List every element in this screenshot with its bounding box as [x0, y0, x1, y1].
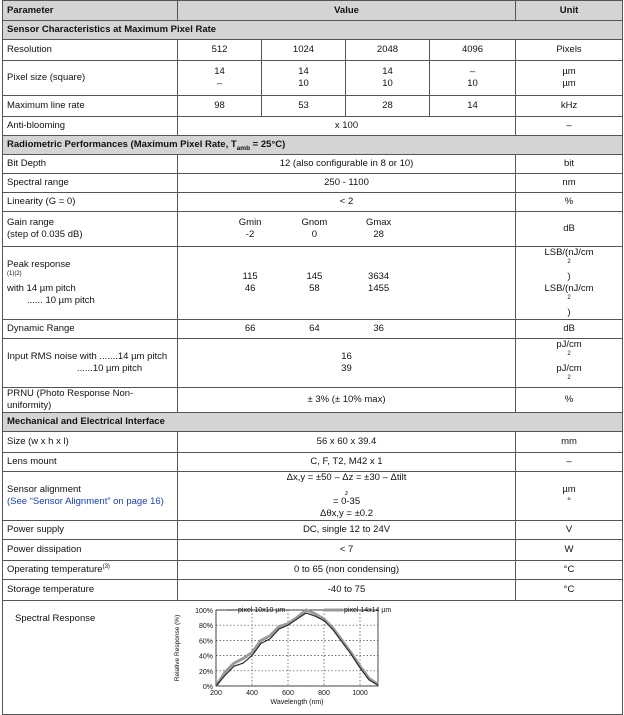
- pixel-size-value: 14 10: [262, 61, 346, 96]
- peak-response-unit: LSB/(nJ/cm $^2$ ) LSB/(nJ/cm $^2$ ): [516, 247, 623, 320]
- operating-temp-unit: °C: [516, 561, 623, 580]
- y-tick-label: 0%: [202, 684, 213, 691]
- pixel-size-value: 14 10: [346, 61, 430, 96]
- storage-temp-unit: °C: [516, 580, 623, 601]
- resolution-label: Resolution: [3, 40, 178, 61]
- power-dissipation-unit: W: [516, 540, 623, 561]
- sensor-alignment-value: Δx,y = ±50 – Δz = ±30 – Δtilt $_z$ = 0-35 Δθx,y = ±0.2: [178, 472, 516, 521]
- bit-depth-value: 12 (also configurable in 8 or 10): [178, 155, 516, 174]
- line-rate-label: Maximum line rate: [3, 96, 178, 117]
- line-rate-value: 53: [262, 96, 346, 117]
- power-supply-label: Power supply: [3, 521, 178, 540]
- spec-table: [2, 0, 623, 715]
- spectral-response-chart: [168, 604, 398, 712]
- noise-label: Input RMS noise with .......14 µm pitch ......10 µm pitch: [3, 339, 178, 388]
- legend-label: pixel 14x14 µm: [344, 607, 392, 614]
- pixel-size-value: – 10: [430, 61, 516, 96]
- x-tick-label: 600: [282, 690, 294, 697]
- prnu-label: PRNU (Photo Response Non-uniformity): [3, 388, 178, 413]
- operating-temp-value: 0 to 65 (non condensing): [178, 561, 516, 580]
- lens-mount-value: C, F, T2, M42 x 1: [178, 453, 516, 472]
- operating-temp-label: Operating temperature$^{(3)}$: [3, 561, 178, 580]
- y-tick-label: 40%: [198, 653, 213, 661]
- storage-temp-value: -40 to 75: [178, 580, 516, 601]
- gain-range-label: Gain range (step of 0.035 dB): [3, 212, 178, 247]
- spectral-response-cell: [3, 601, 623, 715]
- spectral-range-unit: nm: [516, 174, 623, 193]
- resolution-value: 512: [178, 40, 262, 61]
- section-radiometric: Radiometric Performances (Maximum Pixel Rate, $T_{amb} = 25^\circ C$): [3, 136, 623, 155]
- power-dissipation-label: Power dissipation: [3, 540, 178, 561]
- y-tick-label: 60%: [198, 638, 213, 646]
- spectral-response-label: Spectral Response: [15, 613, 96, 624]
- noise-value: 16 39: [178, 339, 516, 388]
- sensor-alignment-unit: µm °: [516, 472, 623, 521]
- series-line: [216, 610, 378, 686]
- size-unit: mm: [516, 432, 623, 453]
- gain-range-unit: dB: [516, 212, 623, 247]
- anti-blooming-label: Anti-blooming: [3, 117, 178, 136]
- bit-depth-label: Bit Depth: [3, 155, 178, 174]
- resolution-value: 2048: [346, 40, 430, 61]
- power-supply-value: DC, single 12 to 24V: [178, 521, 516, 540]
- x-tick-label: 800: [318, 690, 330, 697]
- spectral-range-value: 250 - 1100: [178, 174, 516, 193]
- y-axis-label: Relative Response (%): [174, 614, 181, 682]
- header-unit: Unit: [516, 1, 623, 21]
- resolution-value: 4096: [430, 40, 516, 61]
- series-line: [216, 613, 378, 686]
- linearity-value: < 2: [178, 193, 516, 212]
- size-label: Size (w x h x l): [3, 432, 178, 453]
- line-rate-value: 98: [178, 96, 262, 117]
- resolution-unit: Pixels: [516, 40, 623, 61]
- peak-response-value: 115 145 3634 46 58 1455: [178, 247, 516, 320]
- line-rate-value: 28: [346, 96, 430, 117]
- x-axis-label: Wavelength (nm): [270, 699, 324, 706]
- spectral-range-label: Spectral range: [3, 174, 178, 193]
- legend-label: pixel 10x10 µm: [238, 607, 286, 614]
- y-tick-label: 20%: [198, 668, 213, 676]
- section-sensor: Sensor Characteristics at Maximum Pixel Rate: [3, 21, 623, 40]
- linearity-label: Linearity (G = 0): [3, 193, 178, 212]
- pixel-size-label: Pixel size (square): [3, 61, 178, 96]
- x-tick-label: 1000: [352, 690, 368, 697]
- power-supply-unit: V: [516, 521, 623, 540]
- section-mechanical: Mechanical and Electrical Interface: [3, 413, 623, 432]
- dynamic-range-label: Dynamic Range: [3, 320, 178, 339]
- bit-depth-unit: bit: [516, 155, 623, 174]
- dynamic-range-value: 66 64 36: [178, 320, 516, 339]
- x-tick-label: 200: [210, 690, 222, 697]
- prnu-unit: %: [516, 388, 623, 413]
- noise-unit: pJ/cm $^2$ pJ/cm $^2$: [516, 339, 623, 388]
- line-rate-unit: kHz: [516, 96, 623, 117]
- size-value: 56 x 60 x 39.4: [178, 432, 516, 453]
- x-tick-label: 400: [246, 690, 258, 697]
- prnu-value: ± 3% (± 10% max): [178, 388, 516, 413]
- gain-range-value: Gmin Gnom Gmax -2 0 28: [178, 212, 516, 247]
- pixel-size-value: 14 –: [178, 61, 262, 96]
- lens-mount-label: Lens mount: [3, 453, 178, 472]
- peak-response-label: Peak response $^{(1)(2)}$ with 14 µm pitch ...... 10 µm pitch: [3, 247, 178, 320]
- header-parameter: Parameter: [3, 1, 178, 21]
- storage-temp-label: Storage temperature: [3, 580, 178, 601]
- dynamic-range-unit: dB: [516, 320, 623, 339]
- sensor-alignment-link[interactable]: (See “Sensor Alignment” on page 16): [7, 496, 164, 507]
- anti-blooming-value: x 100: [178, 117, 516, 136]
- header-value: Value: [178, 1, 516, 21]
- plot-frame: [216, 610, 378, 686]
- anti-blooming-unit: –: [516, 117, 623, 136]
- linearity-unit: %: [516, 193, 623, 212]
- line-rate-value: 14: [430, 96, 516, 117]
- sensor-alignment-label: Sensor alignment (See “Sensor Alignment” on page 16): [3, 472, 178, 521]
- resolution-value: 1024: [262, 40, 346, 61]
- lens-mount-unit: –: [516, 453, 623, 472]
- power-dissipation-value: < 7: [178, 540, 516, 561]
- y-tick-label: 80%: [198, 623, 213, 631]
- pixel-size-unit: µm µm: [516, 61, 623, 96]
- y-tick-label: 100%: [195, 608, 213, 615]
